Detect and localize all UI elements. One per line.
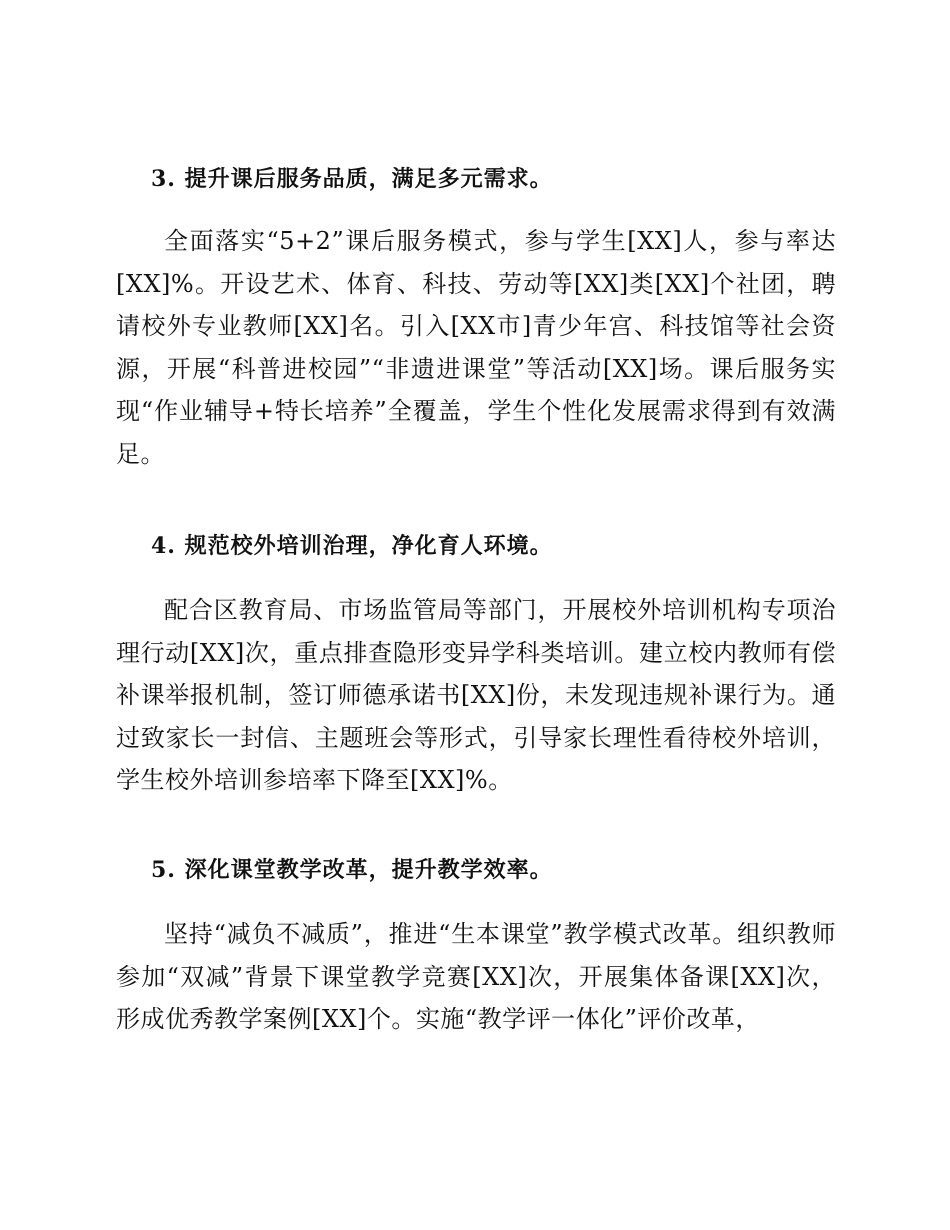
section-off-campus-training: [116, 530, 836, 802]
section-paragraph: 配合区教育局、市场监管局等部门，开展校外培训机构专项治理行动[XX]次，重点排查隐形变异学科类培训。建立校内教师有偿补课举报机制，签订师德承诺书[XX]份，未发现违规补课行为。通过致家长一封信、主题班会等形式，引导家长理性看待校外培训，学生校外培训参培率下降至[XX]%。: [116, 596, 836, 794]
section-after-school-service: [116, 163, 836, 475]
section-paragraph: 全面落实“5+2”课后服务模式，参与学生[XX]人，参与率达[XX]%。开设艺术、体育、科技、劳动等[XX]类[XX]个社团，聘请校外专业教师[XX]名。引入[XX市]青少年宫、科技馆等社会资源，开展“科普进校园”“非遗进课堂”等活动[XX]场。课后服务实现“作业辅导+特长培养”全覆盖，学生个性化发展需求得到有效满足。: [116, 227, 836, 468]
section-paragraph: 坚持“减负不减质”，推进“生本课堂”教学模式改革。组织教师参加“双减”背景下课堂教学竞赛[XX]次，开展集体备课[XX]次，形成优秀教学案例[XX]个。实施“教学评一体化”评价改革，: [116, 920, 836, 1033]
section-heading: 5. 深化课堂教学改革，提升教学效率。: [151, 857, 553, 883]
section-heading: 4. 规范校外培训治理，净化育人环境。: [151, 533, 553, 559]
section-classroom-reform: [116, 854, 836, 1041]
section-heading: 3. 提升课后服务品质，满足多元需求。: [151, 166, 553, 192]
